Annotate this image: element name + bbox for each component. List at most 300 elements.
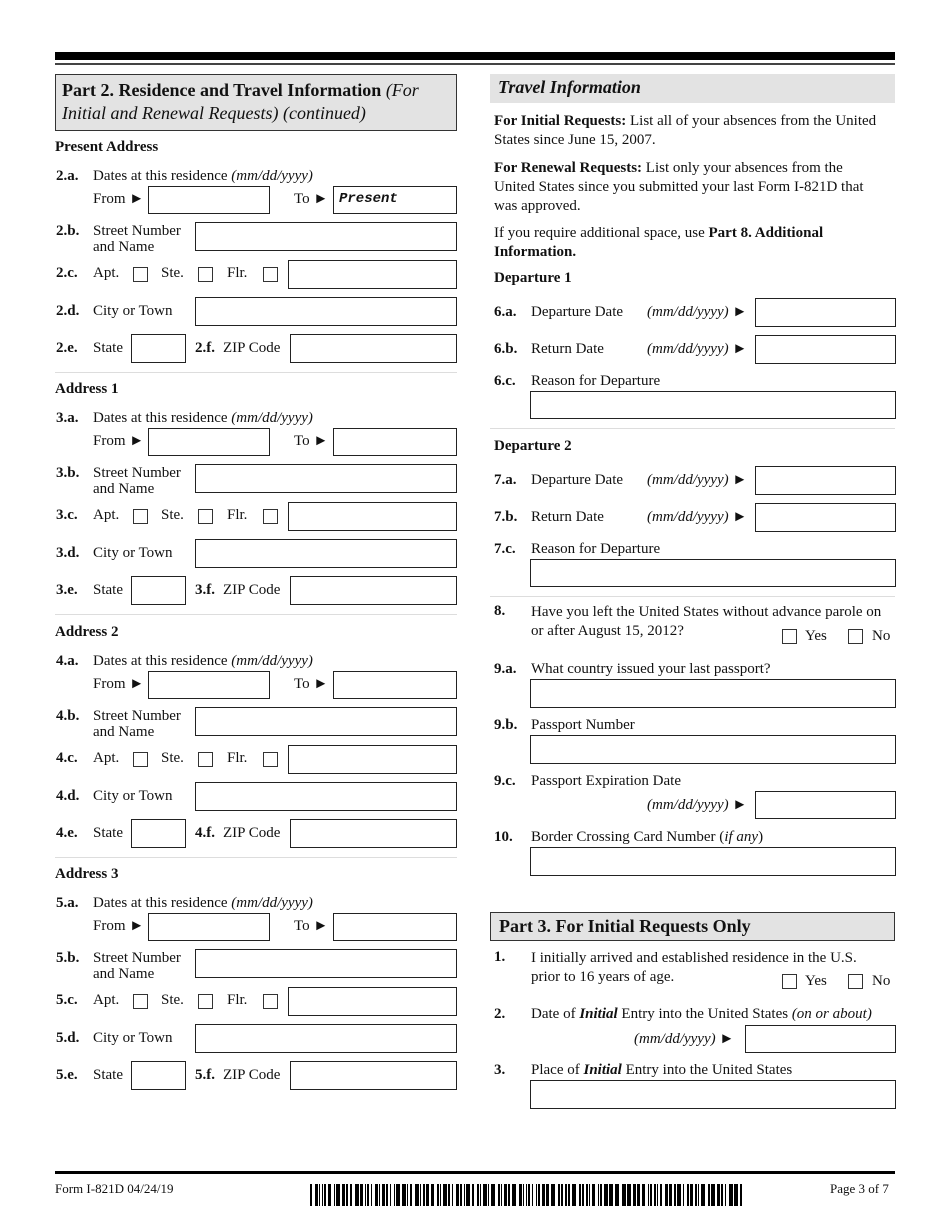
barcode-bar: [336, 1184, 340, 1206]
barcode-bar: [491, 1184, 495, 1206]
barcode-bar: [508, 1184, 510, 1206]
p3-q3-number: 3.: [494, 1062, 506, 1078]
dates-text: Dates at this residence: [93, 410, 228, 426]
apt-label: Apt.: [93, 992, 120, 1008]
state-input[interactable]: [131, 576, 186, 605]
top-rule-thin: [55, 63, 895, 65]
barcode-bar: [528, 1184, 530, 1206]
q9a-number: 9.a.: [494, 661, 517, 677]
ste-checkbox[interactable]: [198, 509, 213, 524]
barcode-bar: [674, 1184, 676, 1206]
unit-number-input[interactable]: [288, 745, 457, 774]
barcode-bar: [637, 1184, 640, 1206]
barcode-bar: [346, 1184, 348, 1206]
departure-date-input[interactable]: [755, 466, 896, 495]
barcode-bar: [669, 1184, 672, 1206]
zip-label: ZIP Code: [223, 340, 281, 356]
street-label-2: and Name: [93, 724, 155, 740]
state-input[interactable]: [131, 1061, 186, 1090]
item-number: 3.e.: [56, 582, 78, 598]
barcode-bar: [683, 1184, 684, 1206]
apt-checkbox[interactable]: [133, 509, 148, 524]
return-date-label: Return Date: [531, 509, 604, 525]
barcode-bar: [355, 1184, 359, 1206]
barcode-bar: [440, 1184, 441, 1206]
zip-label: ZIP Code: [223, 1067, 281, 1083]
date-format: (mm/dd/yyyy): [231, 168, 313, 184]
barcode-bar: [551, 1184, 555, 1206]
ste-label: Ste.: [161, 750, 184, 766]
part2-title-italic: (For: [381, 80, 419, 100]
barcode-bar: [501, 1184, 502, 1206]
barcode-bar: [437, 1184, 439, 1206]
state-input[interactable]: [131, 334, 186, 363]
barcode-bar: [504, 1184, 507, 1206]
section-divider: [490, 428, 895, 429]
q9c-label: Passport Expiration Date: [531, 773, 681, 789]
from-label: From ►: [93, 676, 145, 692]
barcode-bar: [448, 1184, 450, 1206]
p3-q2-italic: (on or about): [791, 1006, 872, 1022]
address-heading: Address 1: [55, 381, 119, 397]
travel-title: Travel Information: [498, 77, 641, 97]
street-input[interactable]: [195, 222, 457, 251]
intro-text: was approved.: [494, 198, 581, 214]
barcode-bar: [582, 1184, 584, 1206]
item-number: 4.f.: [195, 825, 215, 841]
p3-q1-no-checkbox[interactable]: [848, 974, 863, 989]
section-divider: [490, 596, 895, 597]
item-number: 2.b.: [56, 223, 80, 239]
barcode-bar: [604, 1184, 608, 1206]
item-number: 2.f.: [195, 340, 215, 356]
barcode-bar: [725, 1184, 726, 1206]
p3-q1-yes-label: Yes: [805, 973, 827, 989]
item-number: 6.b.: [494, 341, 518, 357]
state-label: State: [93, 340, 123, 356]
to-date-input[interactable]: [333, 186, 457, 214]
street-label-1: Street Number: [93, 465, 181, 481]
from-date-input[interactable]: [148, 186, 270, 214]
barcode-bar: [660, 1184, 662, 1206]
item-number: 3.a.: [56, 410, 79, 426]
intro-bold: Information.: [494, 244, 577, 260]
barcode-bar: [394, 1184, 395, 1206]
to-label: To ►: [294, 433, 329, 449]
intro-text: List only your absences from the: [642, 160, 843, 176]
ste-checkbox[interactable]: [198, 994, 213, 1009]
section-divider: [55, 372, 457, 373]
barcode-bar: [708, 1184, 710, 1206]
apt-label: Apt.: [93, 750, 120, 766]
barcode-bar: [415, 1184, 419, 1206]
barcode-bar: [483, 1184, 487, 1206]
intro-bold: For Initial Requests:: [494, 113, 627, 129]
to-label: To ►: [294, 918, 329, 934]
barcode-bar: [396, 1184, 400, 1206]
q9c-date-format: (mm/dd/yyyy) ►: [647, 797, 748, 813]
barcode-bar: [367, 1184, 369, 1206]
flr-checkbox[interactable]: [263, 509, 278, 524]
barcode-bar: [642, 1184, 645, 1206]
part2-header: [55, 74, 457, 131]
barcode-bar: [365, 1184, 366, 1206]
intro-text: If you require additional space, use: [494, 225, 709, 241]
street-input[interactable]: [195, 464, 457, 493]
barcode-bar: [456, 1184, 459, 1206]
footer-rule: [55, 1171, 895, 1174]
barcode-bar: [382, 1184, 385, 1206]
passport-country-input[interactable]: [530, 679, 896, 708]
p3-q1-number: 1.: [494, 949, 506, 965]
initial-entry-place-input[interactable]: [530, 1080, 896, 1109]
initial-entry-date-input[interactable]: [745, 1025, 896, 1053]
barcode-bar: [460, 1184, 462, 1206]
p3-q2-date-format: (mm/dd/yyyy) ►: [634, 1031, 735, 1047]
barcode-bar: [572, 1184, 576, 1206]
barcode-bar: [324, 1184, 326, 1206]
apt-checkbox[interactable]: [133, 994, 148, 1009]
barcode-bar: [657, 1184, 658, 1206]
item-number: 7.c.: [494, 541, 516, 557]
state-label: State: [93, 825, 123, 841]
zip-input[interactable]: [290, 576, 457, 605]
barcode-bar: [536, 1184, 537, 1206]
dates-text: Dates at this residence: [93, 895, 228, 911]
barcode-bar: [701, 1184, 705, 1206]
barcode-bar: [420, 1184, 421, 1206]
item-number: 3.c.: [56, 507, 78, 523]
part3-header: [490, 912, 895, 941]
barcode-bar: [654, 1184, 656, 1206]
p3-q2-label: [531, 1006, 872, 1023]
q8-no-label: No: [872, 628, 891, 644]
departure-heading: Departure 2: [494, 438, 572, 454]
passport-number-input[interactable]: [530, 735, 896, 764]
date-format: (mm/dd/yyyy): [231, 895, 313, 911]
barcode-bar: [734, 1184, 738, 1206]
city-label: City or Town: [93, 303, 173, 319]
dates-label: [93, 653, 313, 670]
item-number: 5.b.: [56, 950, 80, 966]
return-date-input[interactable]: [755, 335, 896, 364]
barcode-bar: [480, 1184, 481, 1206]
apt-checkbox[interactable]: [133, 752, 148, 767]
state-label: State: [93, 1067, 123, 1083]
intro-text: United States since you submitted your last Form I-821D that: [494, 179, 864, 195]
p3-q1-no-label: No: [872, 973, 891, 989]
barcode-bar: [598, 1184, 599, 1206]
item-number: 3.b.: [56, 465, 80, 481]
barcode-bar: [677, 1184, 681, 1206]
from-date-input[interactable]: [148, 913, 270, 941]
item-number: 4.e.: [56, 825, 78, 841]
q8-text: Have you left the United States without advance parole on: [531, 604, 882, 620]
barcode-bar: [319, 1184, 320, 1206]
apt-checkbox[interactable]: [133, 267, 148, 282]
top-rule: [55, 52, 895, 60]
barcode-bar: [665, 1184, 668, 1206]
form-id: Form I-821D 04/24/19: [55, 1181, 174, 1196]
street-label-2: and Name: [93, 239, 155, 255]
barcode-bar: [423, 1184, 425, 1206]
barcode-bar: [627, 1184, 631, 1206]
p3-q2-text: Entry into the United States: [617, 1006, 792, 1022]
unit-number-input[interactable]: [288, 502, 457, 531]
part2-title: Part 2. Residence and Travel Information: [62, 80, 382, 100]
ste-checkbox[interactable]: [198, 267, 213, 282]
dates-text: Dates at this residence: [93, 168, 228, 184]
barcode-bar: [600, 1184, 602, 1206]
barcode-bar: [690, 1184, 693, 1206]
to-label: To ►: [294, 191, 329, 207]
barcode-bar: [565, 1184, 567, 1206]
dates-text: Dates at this residence: [93, 653, 228, 669]
barcode-bar: [443, 1184, 447, 1206]
item-number: 2.d.: [56, 303, 80, 319]
to-date-input[interactable]: [333, 913, 457, 941]
part3-title: Part 3. For Initial Requests Only: [499, 916, 751, 936]
barcode-bar: [615, 1184, 619, 1206]
city-input[interactable]: [195, 782, 457, 811]
p3-q3-emph: Initial: [583, 1062, 622, 1078]
departure-date-input[interactable]: [755, 298, 896, 327]
flr-label: Flr.: [227, 750, 248, 766]
reason-label: Reason for Departure: [531, 541, 661, 557]
item-number: 2.e.: [56, 340, 78, 356]
street-label-2: and Name: [93, 481, 155, 497]
barcode-bar: [579, 1184, 581, 1206]
section-divider: [55, 857, 457, 858]
barcode-bar: [431, 1184, 434, 1206]
zip-input[interactable]: [290, 334, 457, 363]
dates-label: [93, 168, 313, 185]
q8-yes-checkbox[interactable]: [782, 629, 797, 644]
flr-checkbox[interactable]: [263, 752, 278, 767]
reason-input[interactable]: [530, 559, 896, 587]
q9b-label: Passport Number: [531, 717, 635, 733]
from-date-input[interactable]: [148, 671, 270, 699]
barcode-bar: [523, 1184, 524, 1206]
ste-label: Ste.: [161, 265, 184, 281]
zip-input[interactable]: [290, 819, 457, 848]
barcode-bar: [561, 1184, 563, 1206]
city-input[interactable]: [195, 1024, 457, 1053]
item-number: 2.a.: [56, 168, 79, 184]
item-number: 7.b.: [494, 509, 518, 525]
p3-q1-yes-checkbox[interactable]: [782, 974, 797, 989]
barcode-bar: [375, 1184, 378, 1206]
apt-label: Apt.: [93, 265, 120, 281]
item-number: 2.c.: [56, 265, 78, 281]
intro-text: States since June 15, 2007.: [494, 132, 656, 148]
p3-q2-text: Date of: [531, 1006, 580, 1022]
q8-yes-label: Yes: [805, 628, 827, 644]
address-heading: Address 3: [55, 866, 119, 882]
address-heading: Present Address: [55, 139, 159, 155]
city-label: City or Town: [93, 788, 173, 804]
date-format: (mm/dd/yyyy) ►: [647, 509, 748, 525]
unit-number-input[interactable]: [288, 260, 457, 289]
departure-heading: Departure 1: [494, 270, 572, 286]
border-card-input[interactable]: [530, 847, 896, 876]
barcode-bar: [532, 1184, 533, 1206]
barcode-bar: [512, 1184, 516, 1206]
flr-checkbox[interactable]: [263, 267, 278, 282]
barcode-bar: [410, 1184, 412, 1206]
flr-label: Flr.: [227, 265, 248, 281]
travel-intro-space: [494, 224, 823, 262]
q8-number: 8.: [494, 603, 506, 619]
barcode-bar: [586, 1184, 588, 1206]
reason-label: Reason for Departure: [531, 373, 661, 389]
barcode-bar: [386, 1184, 388, 1206]
return-date-input[interactable]: [755, 503, 896, 532]
passport-expiration-input[interactable]: [755, 791, 896, 819]
travel-intro-renewal: [494, 159, 864, 216]
flr-checkbox[interactable]: [263, 994, 278, 1009]
item-number: 4.c.: [56, 750, 78, 766]
barcode-bar: [407, 1184, 408, 1206]
intro-bold: For Renewal Requests:: [494, 160, 643, 176]
barcode-bar: [648, 1184, 649, 1206]
apt-label: Apt.: [93, 507, 120, 523]
reason-input[interactable]: [530, 391, 896, 419]
barcode-bar: [687, 1184, 689, 1206]
return-date-label: Return Date: [531, 341, 604, 357]
street-label-1: Street Number: [93, 950, 181, 966]
address-heading: Address 2: [55, 624, 119, 640]
item-number: 6.a.: [494, 304, 517, 320]
item-number: 5.a.: [56, 895, 79, 911]
barcode-bar: [426, 1184, 429, 1206]
barcode-bar: [379, 1184, 380, 1206]
p3-q1-text: prior to 16 years of age.: [531, 969, 675, 985]
q9a-label: What country issued your last passport?: [531, 661, 771, 677]
street-input[interactable]: [195, 949, 457, 978]
travel-header: [490, 74, 895, 103]
city-input[interactable]: [195, 539, 457, 568]
dates-label: [93, 410, 313, 427]
travel-intro-initial: [494, 112, 876, 150]
barcode-bar: [622, 1184, 626, 1206]
barcode-bar: [729, 1184, 733, 1206]
to-date-input[interactable]: [333, 428, 457, 456]
item-number: 5.d.: [56, 1030, 80, 1046]
barcode-bar: [464, 1184, 465, 1206]
item-number: 3.f.: [195, 582, 215, 598]
item-number: 5.f.: [195, 1067, 215, 1083]
date-format: (mm/dd/yyyy) ►: [647, 472, 748, 488]
p3-q1-text: I initially arrived and established residence in the U.S.: [531, 950, 857, 966]
barcode-bar: [477, 1184, 479, 1206]
q10-text-italic: if any: [724, 829, 759, 845]
state-label: State: [93, 582, 123, 598]
barcode-bar: [342, 1184, 345, 1206]
street-label-2: and Name: [93, 966, 155, 982]
barcode-bar: [568, 1184, 570, 1206]
barcode-bar: [538, 1184, 540, 1206]
barcode-bar: [698, 1184, 699, 1206]
flr-label: Flr.: [227, 507, 248, 523]
from-label: From ►: [93, 433, 145, 449]
unit-number-input[interactable]: [288, 987, 457, 1016]
to-date-input[interactable]: [333, 671, 457, 699]
zip-label: ZIP Code: [223, 825, 281, 841]
flr-label: Flr.: [227, 992, 248, 1008]
date-format: (mm/dd/yyyy): [231, 410, 313, 426]
barcode-bar: [633, 1184, 636, 1206]
item-number: 3.d.: [56, 545, 80, 561]
q9b-number: 9.b.: [494, 717, 518, 733]
item-number: 4.a.: [56, 653, 79, 669]
barcode-bar: [488, 1184, 489, 1206]
part2-subtitle: Initial and Renewal Requests) (continued): [62, 103, 366, 123]
street-input[interactable]: [195, 707, 457, 736]
zip-input[interactable]: [290, 1061, 457, 1090]
p3-q2-number: 2.: [494, 1006, 506, 1022]
barcode-bar: [695, 1184, 697, 1206]
ste-label: Ste.: [161, 992, 184, 1008]
item-number: 5.c.: [56, 992, 78, 1008]
section-divider: [55, 614, 457, 615]
barcode-bar: [472, 1184, 474, 1206]
barcode-bar: [717, 1184, 720, 1206]
barcode-bar: [526, 1184, 527, 1206]
barcode-bar: [498, 1184, 500, 1206]
state-input[interactable]: [131, 819, 186, 848]
departure-date-label: Departure Date: [531, 304, 624, 320]
from-date-input[interactable]: [148, 428, 270, 456]
barcode-bar: [328, 1184, 331, 1206]
barcode-bar: [452, 1184, 453, 1206]
date-format: (mm/dd/yyyy): [231, 653, 313, 669]
from-label: From ►: [93, 191, 145, 207]
q10-text: Border Crossing Card Number (: [531, 829, 725, 845]
street-label-1: Street Number: [93, 223, 181, 239]
city-label: City or Town: [93, 545, 173, 561]
q10-text: ): [758, 829, 764, 845]
barcode-bar: [546, 1184, 549, 1206]
barcode-bar: [360, 1184, 363, 1206]
q10-number: 10.: [494, 829, 513, 845]
q8-no-checkbox[interactable]: [848, 629, 863, 644]
to-label: To ►: [294, 676, 329, 692]
barcode-bar: [390, 1184, 391, 1206]
ste-checkbox[interactable]: [198, 752, 213, 767]
barcode-bar: [350, 1184, 352, 1206]
q8-text: or after August 15, 2012?: [531, 623, 684, 639]
barcode-bar: [519, 1184, 522, 1206]
departure-date-label: Departure Date: [531, 472, 624, 488]
barcode-image: [310, 1184, 745, 1206]
barcode-bar: [592, 1184, 595, 1206]
ste-label: Ste.: [161, 507, 184, 523]
q10-label: [531, 829, 763, 846]
barcode-bar: [322, 1184, 323, 1206]
intro-text: List all of your absences from the United: [626, 113, 877, 129]
q9c-number: 9.c.: [494, 773, 516, 789]
item-number: 5.e.: [56, 1067, 78, 1083]
city-input[interactable]: [195, 297, 457, 326]
barcode-bar: [740, 1184, 742, 1206]
p3-q3-text: Place of: [531, 1062, 584, 1078]
barcode-bar: [334, 1184, 335, 1206]
barcode-bar: [315, 1184, 318, 1206]
from-label: From ►: [93, 918, 145, 934]
barcode-bar: [558, 1184, 560, 1206]
intro-bold: Part 8. Additional: [708, 225, 824, 241]
